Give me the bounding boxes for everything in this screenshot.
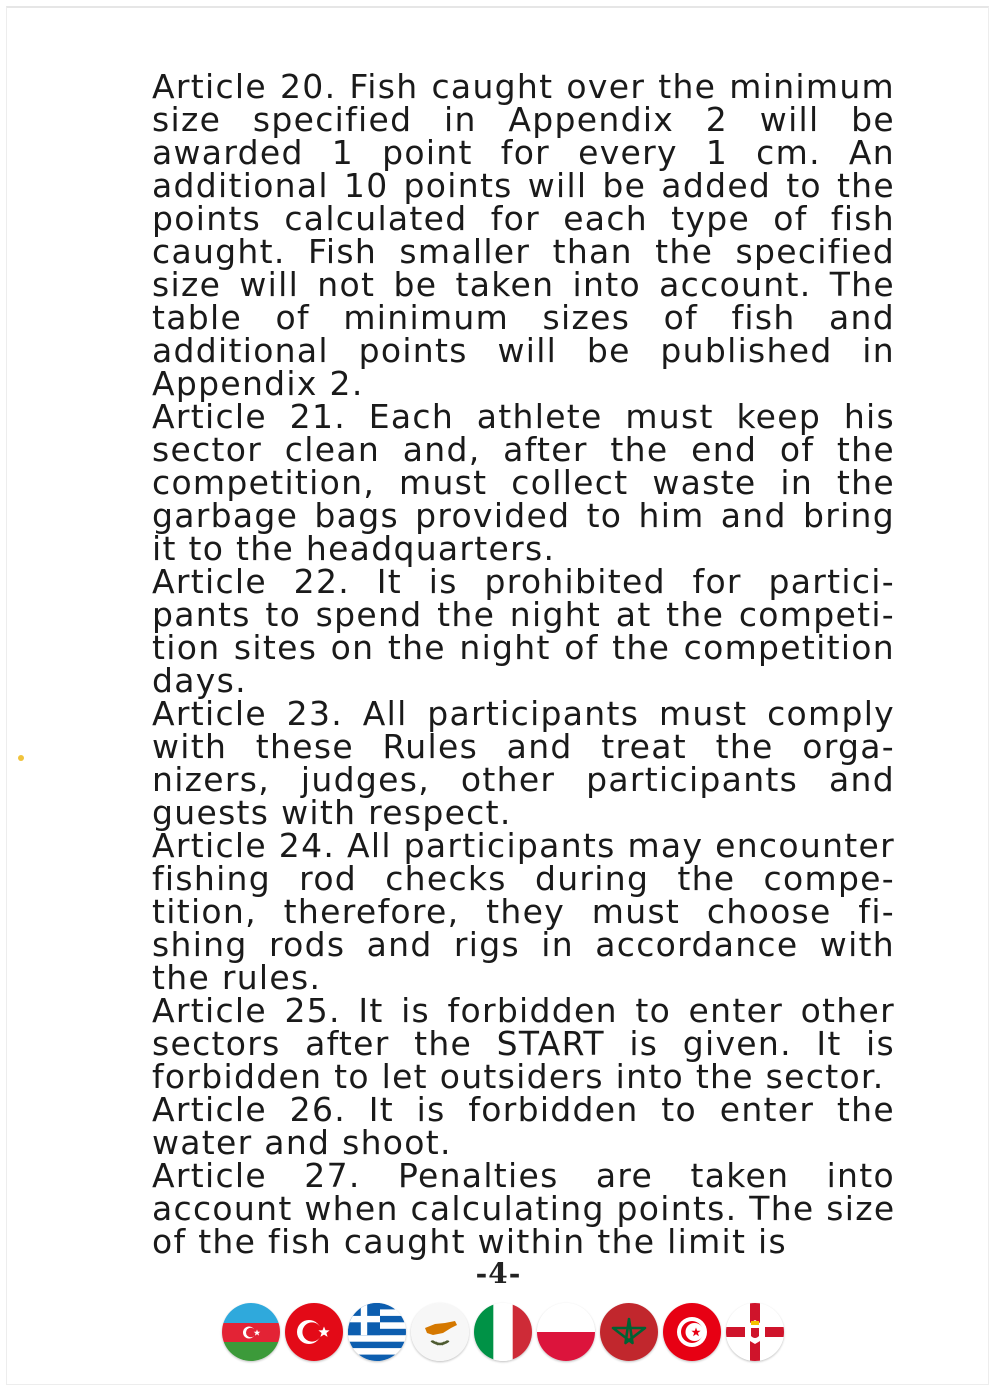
text-line: Article 22. It is prohibited for partici- [152,562,895,601]
text-line: shing rods and rigs in accordance with [152,925,895,964]
northern-ireland-flag-icon [726,1303,784,1361]
text-line: competition, must collect waste in the [152,463,895,502]
margin-dot [18,755,24,761]
page-number: -4- [475,1257,522,1290]
text-line: sectors after the START is given. It is [152,1024,895,1063]
text-line: garbage bags provided to him and bring [152,496,895,535]
text-line: Article 24. All participants may encounter [152,826,895,865]
text-line: size will not be taken into account. The [152,265,895,304]
text-line: caught. Fish smaller than the specified [152,232,895,271]
text-line: tion sites on the night of the competition [152,628,895,667]
greece-flag-icon [348,1303,406,1361]
body-text [152,67,896,1261]
poland-flag-icon [537,1303,595,1361]
text-line: awarded 1 point for every 1 cm. An [152,133,895,172]
text-line: with these Rules and treat the orga- [152,727,895,766]
text-line: additional 10 points will be added to the [152,166,895,205]
azerbaijan-flag-icon [222,1303,280,1361]
cyprus-flag-icon [411,1303,469,1361]
text-line: fishing rod checks during the compe- [152,859,895,898]
text-line: Article 27. Penalties are taken into [152,1156,895,1195]
text-line: size specified in Appendix 2 will be [152,100,895,139]
turkey-flag-icon [285,1303,343,1361]
text-line: Article 20. Fish caught over the minimum [152,67,895,106]
text-line: guests with respect. [152,793,512,832]
text-line: it to the headquarters. [152,529,556,568]
text-line: sector clean and, after the end of the [152,430,895,469]
text-line: Appendix 2. [152,364,364,403]
text-line: of the fish caught within the limit is [152,1222,787,1261]
text-line: points calculated for each type of fish [152,199,895,238]
text-line: additional points will be published in [152,331,895,370]
text-line: account when calculating points. The size [152,1189,896,1228]
tunisia-flag-icon [663,1303,721,1361]
text-line: nizers, judges, other participants and [152,760,895,799]
text-line: Article 23. All participants must comply [152,694,895,733]
text-line: tition, therefore, they must choose fi- [152,892,895,931]
text-line: Article 21. Each athlete must keep his [152,397,895,436]
morocco-flag-icon [600,1303,658,1361]
text-line: Article 26. It is forbidden to enter the [152,1090,895,1129]
text-line: pants to spend the night at the competi- [152,595,895,634]
italy-flag-icon [474,1303,532,1361]
text-line: water and shoot. [152,1123,452,1162]
text-line: the rules. [152,958,322,997]
text-line: forbidden to let outsiders into the sector. [152,1057,885,1096]
text-line: table of minimum sizes of fish and [152,298,895,337]
text-line: days. [152,661,247,700]
text-line: Article 25. It is forbidden to enter other [152,991,895,1030]
